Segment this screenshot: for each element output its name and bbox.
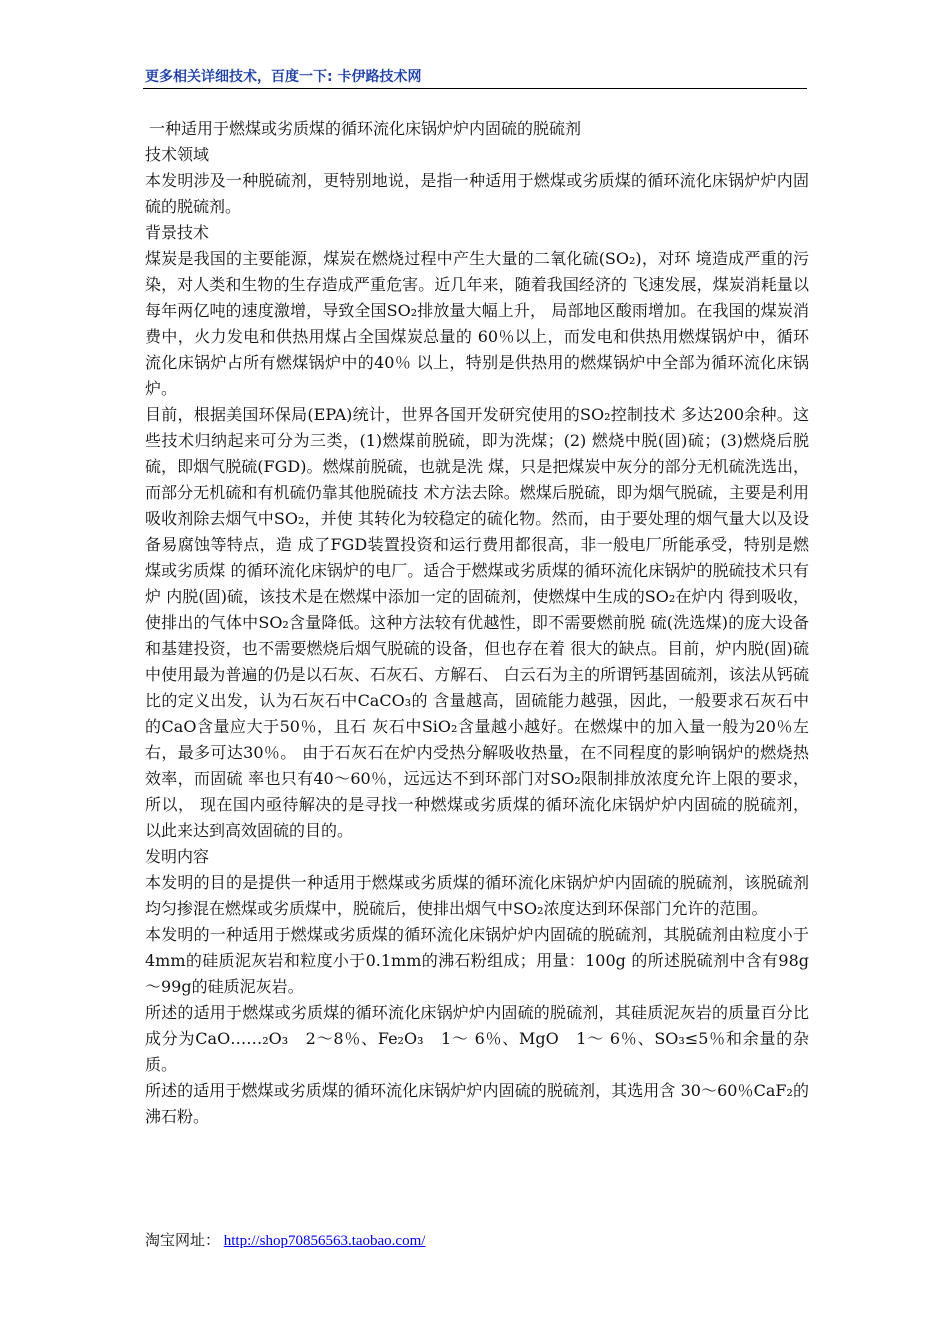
section-heading-field: 技术领域 bbox=[145, 145, 210, 164]
summary-paragraph-1: 本发明的目的是提供一种适用于燃煤或劣质煤的循环流化床锅炉炉内固硫的脱硫剂，该脱硫剂均匀掺混在燃煤或劣质煤中，脱硫后，使排出烟气中SO₂浓度达到环保部门允许的范围。 bbox=[145, 873, 809, 918]
footer-label: 淘宝网址： bbox=[145, 1233, 221, 1249]
footer bbox=[145, 1229, 425, 1250]
header-divider bbox=[143, 88, 807, 89]
header-link[interactable]: 更多相关详细技术，百度一下: 卡伊路技术网 bbox=[145, 69, 422, 85]
summary-paragraph-2: 本发明的一种适用于燃煤或劣质煤的循环流化床锅炉炉内固硫的脱硫剂，其脱硫剂由粒度小于4mm的硅质泥灰岩和粒度小于0.1mm的沸石粉组成；用量：100g 的所述脱硫剂中含有98g～99g的硅质泥灰岩。 bbox=[145, 925, 809, 996]
summary-paragraph-4: 所述的适用于燃煤或劣质煤的循环流化床锅炉炉内固硫的脱硫剂，其选用含 30～60％CaF₂的沸石粉。 bbox=[145, 1081, 809, 1126]
background-paragraph-1: 煤炭是我国的主要能源，煤炭在燃烧过程中产生大量的二氧化硫(SO₂)，对环 境造成严重的污染，对人类和生物的生存造成严重危害。近几年来，随着我国经济的 飞速发展，煤炭消耗量以每年两亿吨的速度激增，导致全国SO₂排放量大幅上升， 局部地区酸雨增加。在我国的煤炭消费中，火力发电和供热用煤占全国煤炭总量的 60％以上，而发电和供热用燃煤锅炉中，循环流化床锅炉占所有燃煤锅炉中的40％ 以上，特别是供热用的燃煤锅炉中全部为循环流化床锅炉。 bbox=[145, 249, 809, 398]
field-paragraph: 本发明涉及一种脱硫剂，更特别地说，是指一种适用于燃煤或劣质煤的循环流化床锅炉炉内固硫的脱硫剂。 bbox=[145, 171, 809, 216]
document-title: 一种适用于燃煤或劣质煤的循环流化床锅炉炉内固硫的脱硫剂 bbox=[149, 119, 582, 138]
section-heading-background: 背景技术 bbox=[145, 223, 210, 242]
background-paragraph-2: 目前，根据美国环保局(EPA)统计，世界各国开发研究使用的SO₂控制技术 多达200余种。这些技术归纳起来可分为三类，(1)燃煤前脱硫，即为洗煤；(2) 燃烧中脱(固)硫；(3)燃烧后脱硫，即烟气脱硫(FGD)。燃煤前脱硫，也就是洗 煤，只是把煤炭中灰分的部分无机硫洗选出，而部分无机硫和有机硫仍靠其他脱硫技 术方法去除。燃煤后脱硫，即为烟气脱硫，主要是利用吸收剂除去烟气中SO₂，并使 其转化为较稳定的硫化物。然而，由于要处理的烟气量大以及设备易腐蚀等特点，造 成了FGD装置投资和运行费用都很高，非一般电厂所能承受，特别是燃煤或劣质煤 的循环流化床锅炉的电厂。适合于燃煤或劣质煤的循环流化床锅炉的脱硫技术只有炉 内脱(固)硫，该技术是在燃煤中添加一定的固硫剂，使燃煤中生成的SO₂在炉内 得到吸收，使排出的气体中SO₂含量降低。这种方法较有优越性，即不需要燃前脱 硫(洗选煤)的庞大设备和基建投资，也不需要燃烧后烟气脱硫的设备，但也存在着 很大的缺点。目前，炉内脱(固)硫中使用最为普遍的仍是以石灰、石灰石、方解石、 白云石为主的所谓钙基固硫剂，该法从钙硫比的定义出发，认为石灰石中CaCO₃的 含量越高，固硫能力越强，因此，一般要求石灰石中的CaO含量应大于50％，且石 灰石中SiO₂含量越小越好。在燃煤中的加入量一般为20％左右，最多可达30％。 由于石灰石在炉内受热分解吸收热量，在不同程度的影响锅炉的燃烧热效率，而固硫 率也只有40～60％，远远达不到环部门对SO₂限制排放浓度允许上限的要求，所以， 现在国内亟待解决的是寻找一种燃煤或劣质煤的循环流化床锅炉炉内固硫的脱硫剂， 以此来达到高效固硫的目的。 bbox=[145, 405, 809, 840]
document-body bbox=[145, 116, 809, 1130]
section-heading-summary: 发明内容 bbox=[145, 847, 210, 866]
summary-paragraph-3: 所述的适用于燃煤或劣质煤的循环流化床锅炉炉内固硫的脱硫剂，其硅质泥灰岩的质量百分比成分为CaO……₂O₃ 2～8％、Fe₂O₃ 1～ 6％、MgO 1～ 6％、SO₃≤5％和余量的杂质。 bbox=[145, 1003, 809, 1074]
shop-link[interactable]: http://shop70856563.taobao.com/ bbox=[223, 1233, 426, 1249]
